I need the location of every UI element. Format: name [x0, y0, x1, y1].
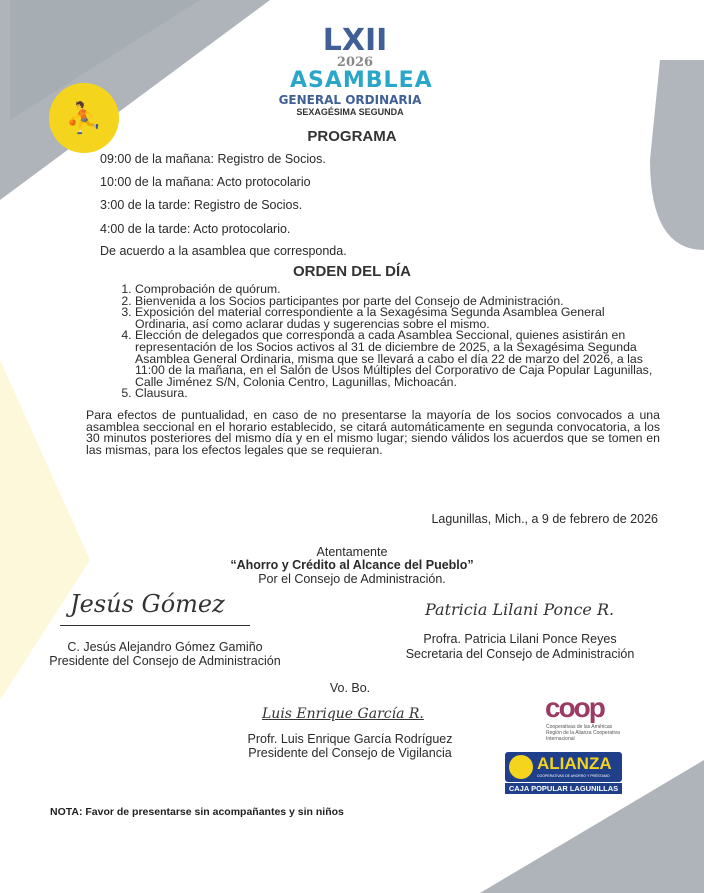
- svg-text:⛹: ⛹: [65, 101, 103, 136]
- orden-item: 3. Exposición del material correspondiente a la Sexagésima Segunda Asamblea General Ordinaria, así como aclarar dudas y sugerencias sobre el mismo.: [135, 307, 660, 330]
- signature-2: Patricia Lilani Ponce R.: [425, 600, 615, 619]
- logo-year: 2026: [336, 55, 374, 70]
- signer-name: C. Jesús Alejandro Gómez Gamiño: [67, 640, 263, 654]
- orden-heading: ORDEN DEL DÍA: [292, 263, 412, 280]
- orden-item: 5. Clausura.: [135, 388, 660, 400]
- signature-3: Luis Enrique García R.: [262, 706, 424, 722]
- date-line: Lagunillas, Mich., a 9 de febrero de 2026: [431, 512, 658, 526]
- nota: NOTA: Favor de presentarse sin acompañantes y sin niños: [50, 806, 344, 818]
- orden-item: 1. Comprobación de quórum.: [135, 284, 660, 296]
- programa-item: 10:00 de la mañana: Acto protocolario: [100, 175, 311, 189]
- programa-item: 3:00 de la tarde: Registro de Socios.: [100, 198, 303, 212]
- motto: “Ahorro y Crédito al Alcance del Pueblo”: [230, 558, 474, 572]
- alianza-name: ALIANZA: [537, 754, 612, 773]
- orden-item: 2. Bienvenida a los Socios participantes por parte del Consejo de Administración.: [135, 296, 660, 308]
- logo-title: ASAMBLEA: [290, 68, 433, 93]
- alianza-tagline: COOPERATIVAS DE AHORRO Y PRÉSTAMO: [537, 774, 610, 778]
- signature-line: [60, 625, 250, 626]
- logo-subtitle: GENERAL ORDINARIA: [278, 93, 422, 107]
- programa-heading: PROGRAMA: [307, 128, 397, 145]
- orden-item: 4. Elección de delegados que corresponda a cada Asamblea Seccional, quienes asistirán en representación de los Socios activos al 31 de diciembre de 2025, a la Sexagésima Segunda Asamblea General Ordinaria, misma que se llevará a cabo el día 22 de marzo del 2026, a las 11:00 de la mañana, en el Salón de Usos Múltiples del Corporativo de Caja Popular Lagunillas, Calle Jiménez S/N, Colonia Centro, Lagunillas, Michoacán.: [135, 330, 660, 388]
- coop-logo-text: Cooperativas de las Américas Región de la Alianza Cooperativa Internacional: [546, 724, 620, 742]
- signer-role: Presidente del Consejo de Vigilancia: [248, 746, 452, 760]
- programa-item: 09:00 de la mañana: Registro de Socios.: [100, 152, 326, 166]
- logo-roman: LXII: [322, 23, 388, 58]
- caja-popular-label: CAJA POPULAR LAGUNILLAS: [505, 783, 622, 794]
- coop-logo: coop: [545, 692, 604, 723]
- logo-subtitle2: SEXAGÉSIMA SEGUNDA: [296, 107, 404, 117]
- orden-list: [120, 284, 660, 400]
- by-council: Por el Consejo de Administración.: [258, 572, 446, 586]
- alianza-logo: [505, 752, 622, 782]
- programa-item: 4:00 de la tarde: Acto protocolario.: [100, 222, 291, 236]
- programa-item: De acuerdo a la asamblea que corresponda.: [100, 244, 347, 258]
- signer-name: Profra. Patricia Lilani Ponce Reyes: [423, 632, 617, 646]
- signer-role: Presidente del Consejo de Administración: [49, 654, 281, 668]
- vobo: Vo. Bo.: [329, 681, 371, 695]
- signature-1: Jesús Gómez: [70, 590, 225, 618]
- signer-role: Secretaria del Consejo de Administración: [405, 647, 635, 661]
- signer-name: Profr. Luis Enrique García Rodríguez: [247, 732, 453, 746]
- punctuality-paragraph: Para efectos de puntualidad, en caso de no presentarse la mayoría de los socios convocados a una asamblea seccional en el horario establecido, se citará automáticamente en segunda convocatoria, a los 30 minutos posteriores del mismo día y en el mismo lugar; siendo válidos los acuerdos que se tomen en las mismas, para los efectos legales que se requieran.: [86, 408, 660, 457]
- atentamente: Atentamente: [316, 545, 388, 559]
